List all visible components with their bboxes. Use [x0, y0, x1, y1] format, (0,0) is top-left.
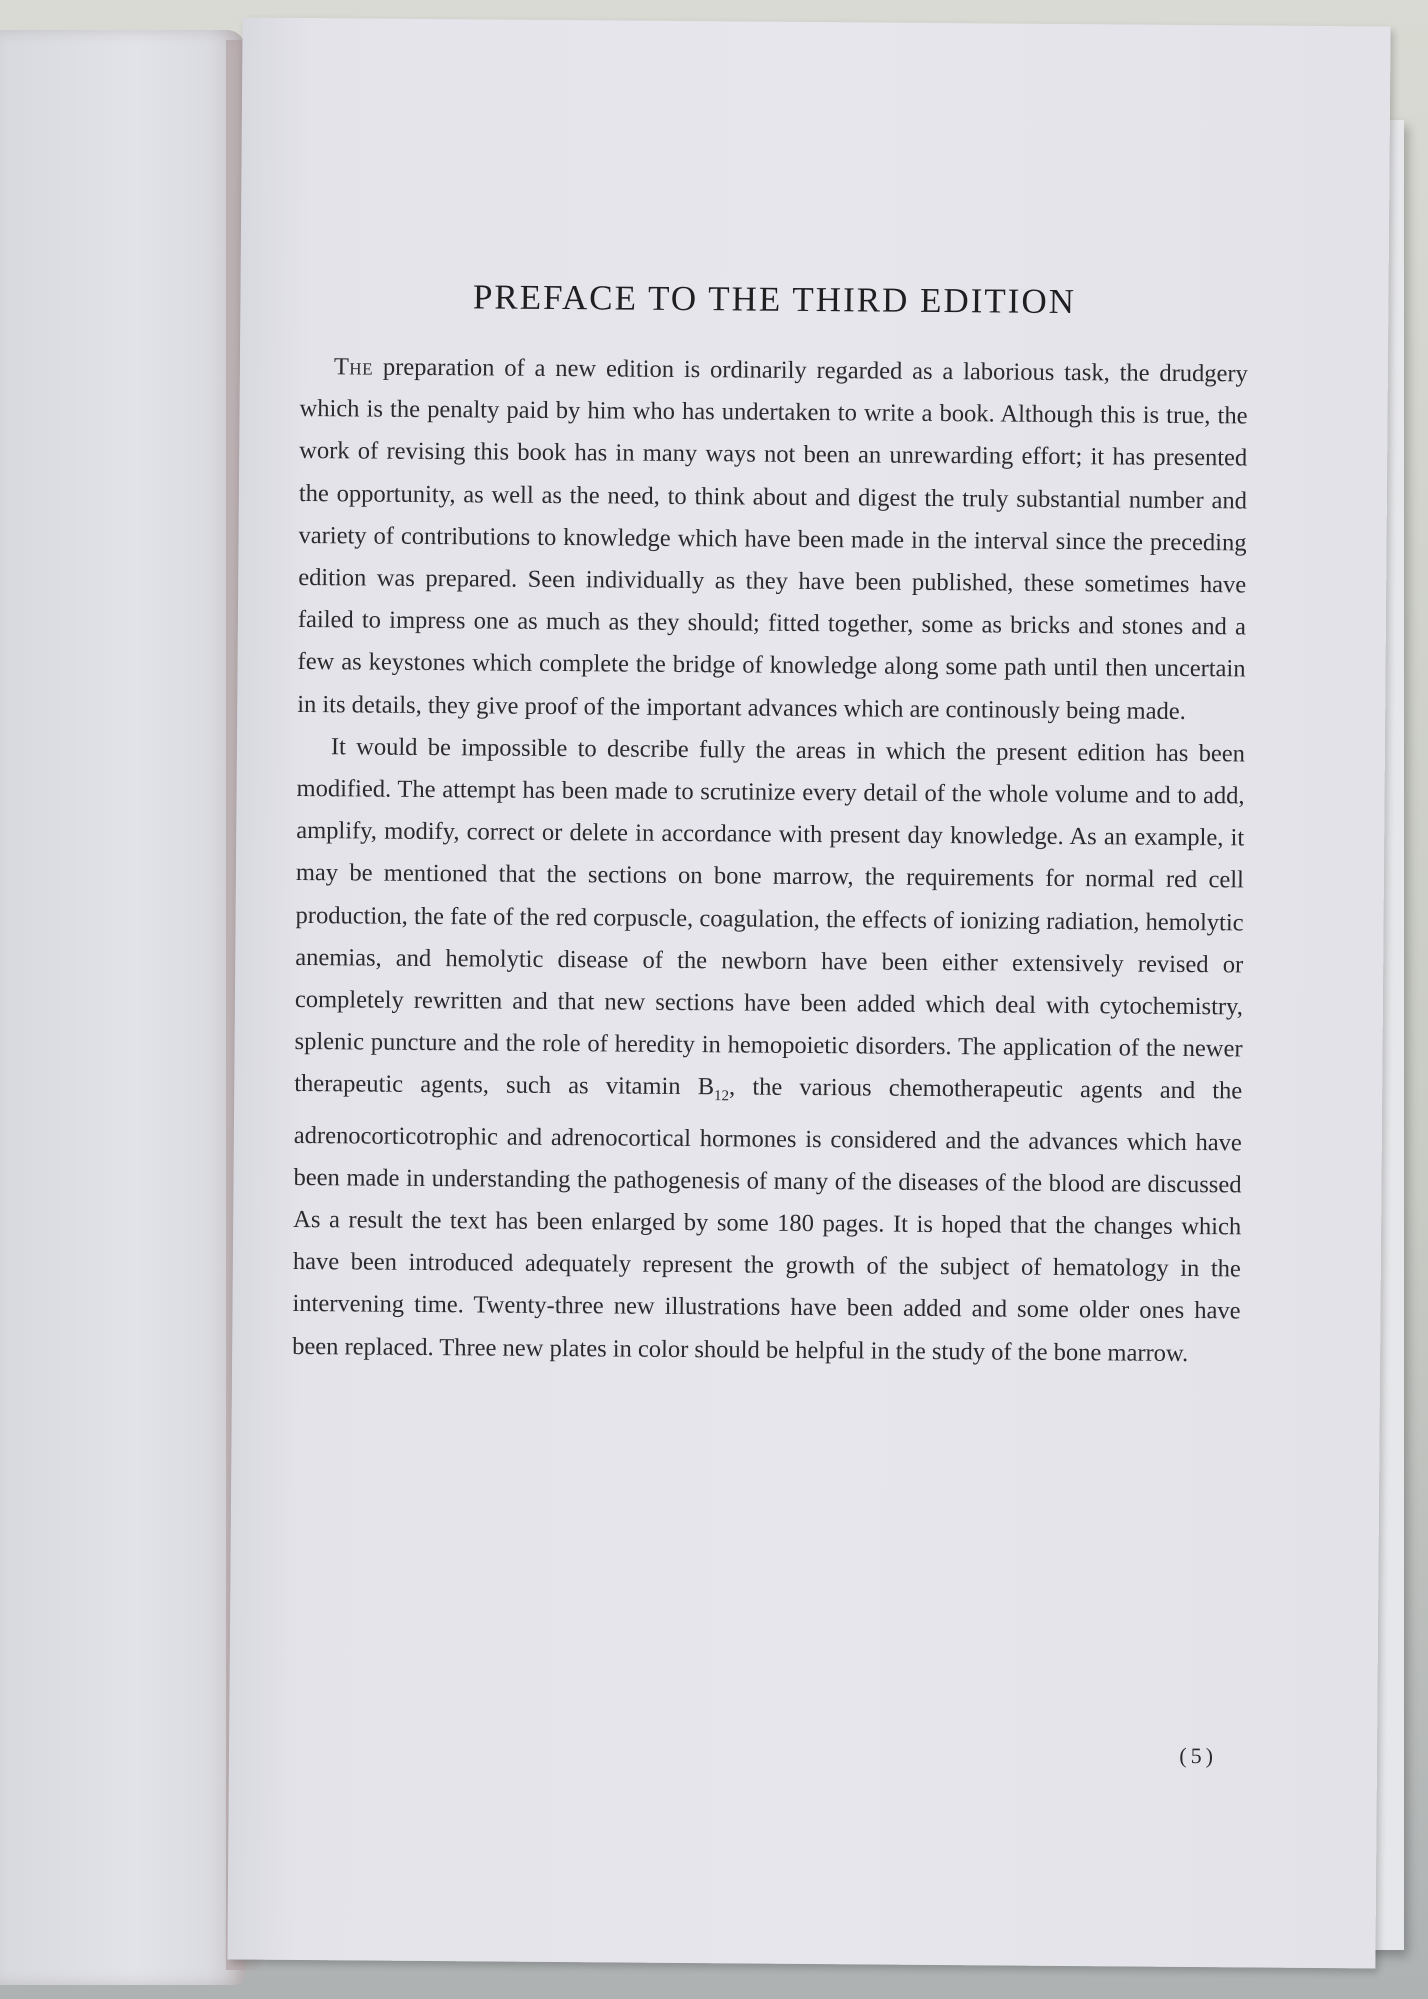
paragraph-2-part2: , the various chemotherapeutic agents and the adrenocorticotrophic and adrenocortical hormones is considered and the advances which have been made in understanding the pathogenesis of many of the diseases of the blood are discussed As a result the text has been enlarged by some 180 pages. It is hoped that the changes which have been introduced adequately represent the growth of the subject of hematology in the intervening time. Twenty-three new illustrations have been added and some older ones have been replaced. Three new plates in color should be helpful in the study of the bone marrow.	[292, 1073, 1243, 1367]
paragraph-1	[297, 346, 1248, 733]
paragraph-1-text: preparation of a new edition is ordinarily regarded as a laborious task, the drudgery which is the penalty paid by him who has undertaken to write a book. Although this is true, the work of revising this book has in many ways not been an unrewarding effort; it has presented the opportunity, as well as the need, to think about and digest the truly substantial number and variety of contributions to knowledge which have been made in the interval since the preceding edition was prepared. Seen individually as they have been published, these sometimes have failed to impress one as much as they should; fitted together, some as bricks and stones and a few as keystones which complete the bridge of knowledge along some path until then uncertain in its details, they give proof of the important advances which are continously being made.	[297, 353, 1248, 725]
page-title: PREFACE TO THE THIRD EDITION	[472, 277, 1077, 322]
page-number: (5)	[1179, 1742, 1218, 1769]
paragraph-1-lead: The	[333, 353, 374, 381]
left-page	[0, 30, 245, 1985]
page-content	[292, 276, 1249, 1375]
right-page	[227, 18, 1390, 1969]
paragraph-2-part1: It would be impossible to describe fully the areas in which the present edition has been modified. The attempt has been made to scrutinize every detail of the whole volume and to add, amplify, modify, correct or delete in accordance with present day knowledge. As an example, it may be mentioned that the sections on bone marrow, the requirements for normal red cell production, the fate of the red corpuscle, coagulation, the effects of ionizing radiation, hemolytic anemias, and hemolytic disease of the newborn have been either extensively revised or completely rewritten and that new sections have been added which deal with cytochemistry, splenic puncture and the role of heredity in hemopoietic disorders. The application of the newer therapeutic agents, such as vitamin B	[294, 733, 1245, 1101]
vitamin-subscript: 12	[713, 1088, 730, 1105]
paragraph-2	[292, 726, 1245, 1375]
